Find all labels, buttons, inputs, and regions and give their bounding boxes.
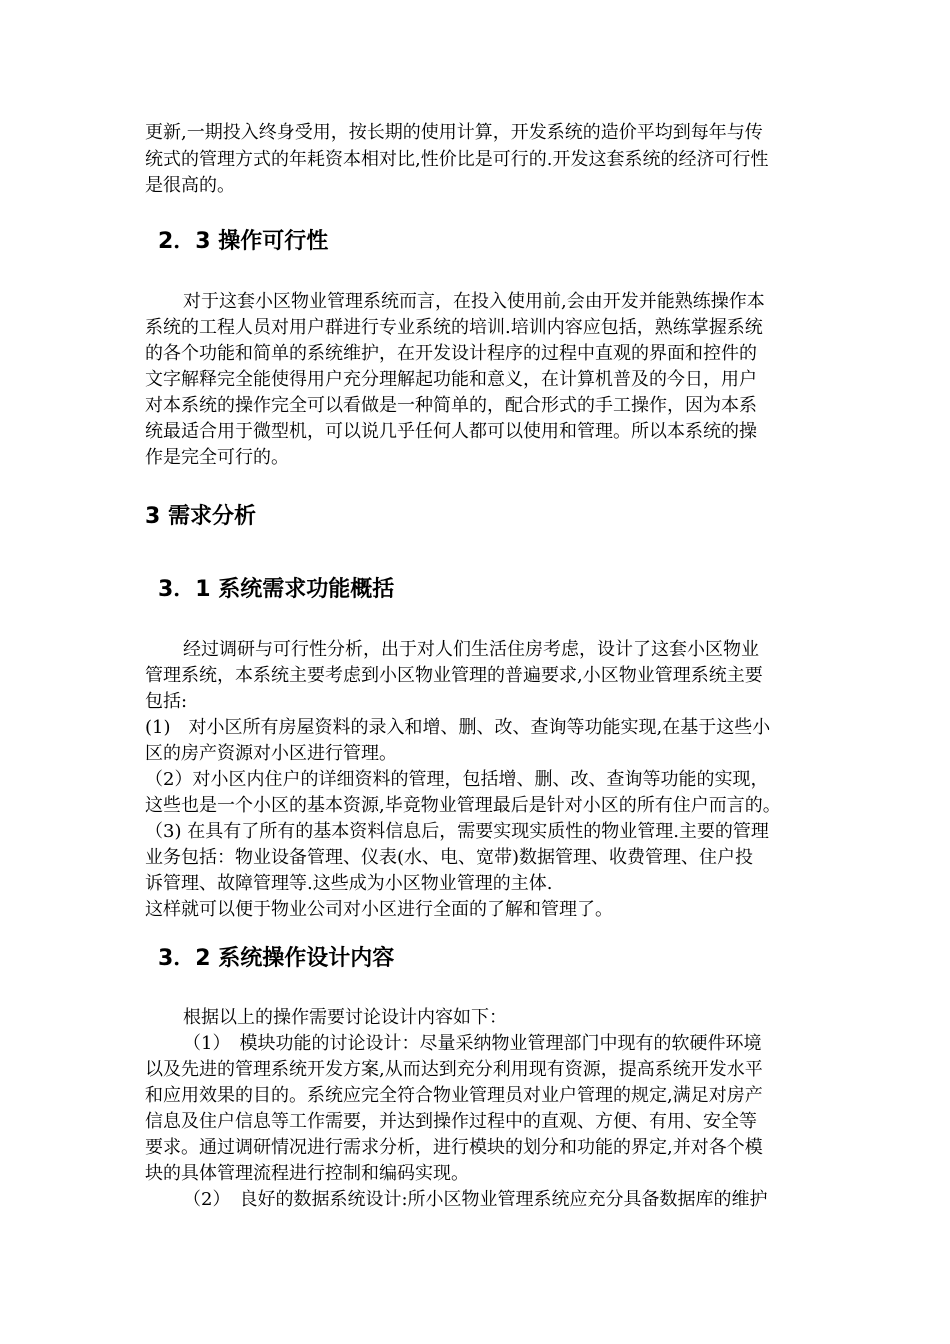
- paragraph-line: 管理系统，本系统主要考虑到小区物业管理的普遍要求,小区物业管理系统主要: [145, 665, 763, 686]
- list-item-line: 信息及住户信息等工作需要，并达到操作过程中的直观、方便、有用、安全等: [145, 1111, 757, 1132]
- list-item-line: (1) 对小区所有房屋资料的录入和增、删、改、查询等功能实现,在基于这些小: [145, 717, 771, 738]
- list-item-line: 块的具体管理流程进行控制和编码实现。: [145, 1163, 469, 1184]
- list-item-line: 要求。通过调研情况进行需求分析，进行模块的划分和功能的界定,并对各个模: [145, 1137, 763, 1158]
- paragraph-line: 作是完全可行的。: [145, 447, 289, 468]
- paragraph-line: 更新,一期投入终身受用，按长期的使用计算，开发系统的造价平均到每年与传: [145, 122, 763, 143]
- paragraph-line: 是很高的。: [145, 175, 235, 196]
- paragraph-line: 根据以上的操作需要讨论设计内容如下：: [183, 1007, 507, 1028]
- paragraph-line: 统最适合用于微型机，可以说几乎任何人都可以使用和管理。所以本系统的操: [145, 421, 757, 442]
- list-item-line: 区的房产资源对小区进行管理。: [145, 743, 397, 764]
- list-item-line: 诉管理、故障管理等.这些成为小区物业管理的主体.: [145, 873, 553, 894]
- list-item-line: （1） 模块功能的讨论设计：尽量采纳物业管理部门中现有的软硬件环境: [183, 1033, 762, 1054]
- section-heading-2-3: 2．3 操作可行性: [158, 229, 329, 254]
- paragraph-line: 统式的管理方式的年耗资本相对比,性价比是可行的.开发这套系统的经济可行性: [145, 149, 769, 170]
- list-item-line: （3) 在具有了所有的基本资料信息后，需要实现实质性的物业管理.主要的管理: [145, 821, 769, 842]
- paragraph-line: 的各个功能和简单的系统维护，在开发设计程序的过程中直观的界面和控件的: [145, 343, 757, 364]
- paragraph-line: 包括:: [145, 691, 188, 712]
- list-item-line: 这些也是一个小区的基本资源,毕竟物业管理最后是针对小区的所有住户而言的。: [145, 795, 781, 816]
- paragraph-line: 对于这套小区物业管理系统而言，在投入使用前,会由开发并能熟练操作本: [183, 291, 765, 312]
- list-item-line: 以及先进的管理系统开发方案,从而达到充分利用现有资源，提高系统开发水平: [145, 1059, 763, 1080]
- paragraph-line: 这样就可以便于物业公司对小区进行全面的了解和管理了。: [145, 899, 613, 920]
- paragraph-line: 系统的工程人员对用户群进行专业系统的培训.培训内容应包括，熟练掌握系统: [145, 317, 763, 338]
- list-item-line: （2）对小区内住户的详细资料的管理，包括增、删、改、查询等功能的实现，: [145, 769, 769, 790]
- section-heading-3-2: 3．2 系统操作设计内容: [158, 946, 395, 971]
- paragraph-line: 对本系统的操作完全可以看做是一种简单的，配合形式的手工操作，因为本系: [145, 395, 757, 416]
- section-heading-3-1: 3．1 系统需求功能概括: [158, 577, 395, 602]
- chapter-heading-3: 3 需求分析: [145, 504, 256, 529]
- list-item-line: （2） 良好的数据系统设计:所小区物业管理系统应充分具备数据库的维护: [183, 1189, 768, 1210]
- list-item-line: 业务包括：物业设备管理、仪表(水、电、宽带)数据管理、收费管理、住户投: [145, 847, 754, 868]
- paragraph-line: 文字解释完全能使得用户充分理解起功能和意义，在计算机普及的今日，用户: [145, 369, 757, 390]
- paragraph-line: 经过调研与可行性分析，出于对人们生活住房考虑，设计了这套小区物业: [183, 639, 759, 660]
- list-item-line: 和应用效果的目的。系统应完全符合物业管理员对业户管理的规定,满足对房产: [145, 1085, 763, 1106]
